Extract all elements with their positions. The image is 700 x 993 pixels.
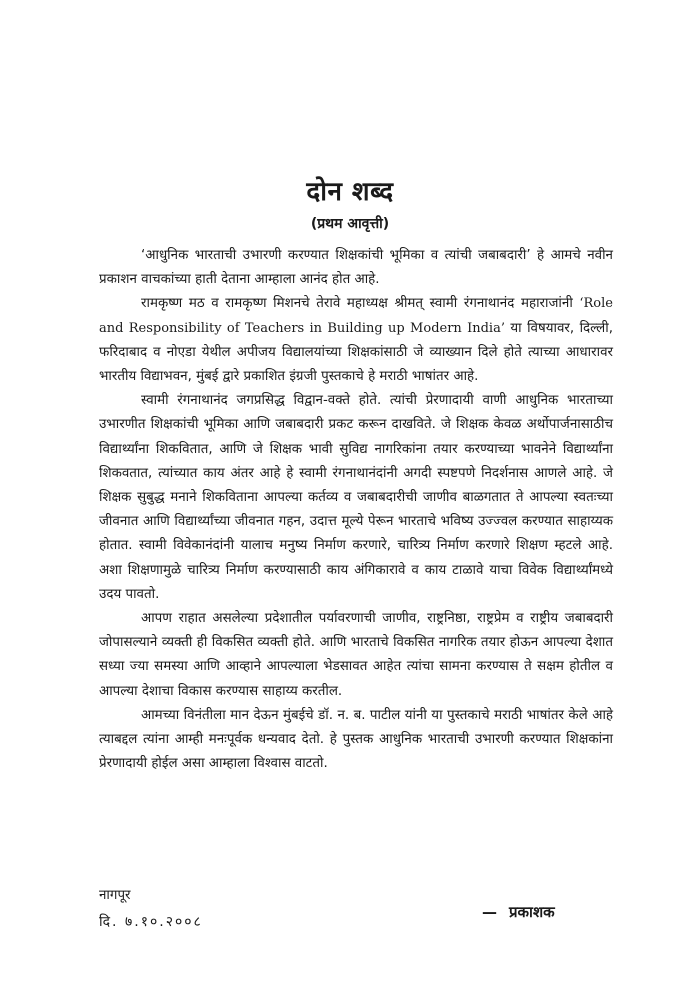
english-book-title: ‘Role and Responsibility of Teachers in Building up Modern India’	[99, 296, 613, 336]
page-title: दोन शब्द	[306, 177, 394, 207]
paragraph-origin-text-b: या विषयावर, दिल्ली, फरिदाबाद व नोएडा येथील अपीजय विद्यालयांच्या शिक्षकांसाठी जे व्याख्यान दिले होते त्याच्या आधारावर भारतीय विद्याभवन, मुंबई द्वारे प्रकाशित इंग्रजी पुस्तकाचे हे मराठी भाषांतर आहे.	[99, 320, 613, 385]
signature-dash: —	[482, 903, 497, 921]
publisher-label: प्रकाशक	[509, 903, 555, 921]
paragraph-origin	[99, 292, 613, 389]
publisher-signature	[482, 902, 555, 922]
paragraph-intro: ‘आधुनिक भारताची उभारणी करण्यात शिक्षकांची भूमिका व त्यांची जबाबदारी’ हे आमचे नवीन प्रकाशन वाचकांच्या हाती देताना आम्हाला आनंद होत आहे.	[99, 248, 613, 288]
place-text: नागपूर	[99, 888, 131, 903]
paragraph-thanks: आमच्या विनंतीला मान देऊन मुंबईचे डॉ. न. ब. पाटील यांनी या पुस्तकाचे मराठी भाषांतर केले आहे त्याबद्दल त्यांना आम्ही मनःपूर्वक धन्यवाद देतो. हे पुस्तक आधुनिक भारताची उभारणी करण्यात शिक्षकांना प्रेरणादायी होईल असा आम्हाला विश्वास वाटतो.	[99, 707, 613, 772]
paragraph-origin-text-a: रामकृष्ण मठ व रामकृष्ण मिशनचे तेरावे महाध्यक्ष श्रीमत् स्वामी रंगनाथानंद महाराजांनी	[141, 296, 580, 312]
date-text: दि. ७.१०.२००८	[99, 914, 203, 930]
paragraph-citizenship: आपण राहात असलेल्या प्रदेशातील पर्यावरणाची जाणीव, राष्ट्रनिष्ठा, राष्ट्रप्रेम व राष्ट्रीय जबाबदारी जोपासल्याने व्यक्ती ही विकसित व्यक्ती होते. आणि भारताचे विकसित नागरिक तयार होऊन आपल्या देशात सध्या ज्या समस्या आणि आव्हाने आपल्याला भेडसावत आहेत त्यांचा सामना करण्यास ते सक्षम होतील व आपल्या देशाचा विकास करण्यास साहाय्य करतील.	[99, 611, 613, 699]
edition-subtitle: (प्रथम आवृत्ती)	[310, 216, 390, 232]
preface-body	[99, 244, 613, 776]
paragraph-author: स्वामी रंगनाथानंद जगप्रसिद्ध विद्वान-वक्ते होते. त्यांची प्रेरणादायी वाणी आधुनिक भारताच्या उभारणीत शिक्षकांची भूमिका आणि जबाबदारी प्रकट करून दाखविते. जे शिक्षक केवळ अर्थोपार्जनासाठीच विद्यार्थ्यांना शिकवितात, आणि जे शिक्षक भावी सुविद्य नागरिकांना तयार करण्याच्या भावनेने विद्यार्थ्यांना शिकवतात, त्यांच्यात काय अंतर आहे हे स्वामी रंगनाथानंदांनी अगदी स्पष्टपणे निदर्शनास आणले आहे. जे शिक्षक सुबुद्ध मनाने शिकविताना आपल्या कर्तव्य व जबाबदारीची जाणीव बाळगतात ते आपल्या स्वतःच्या जीवनात आणि विद्यार्थ्यांच्या जीवनात गहन, उदात्त मूल्ये पेरून भारताचे भविष्य उज्ज्वल करण्यात साहाय्यक होतात. स्वामी विवेकानंदांनी यालाच मनुष्य निर्माण करणारे, चारित्र्य निर्माण करणारे शिक्षण म्हटले आहे. अशा शिक्षणामुळे चारित्र्य निर्माण करण्यासाठी काय अंगिकारावे व काय टाळावे याचा विवेक विद्यार्थ्यांमध्ये उदय पावतो.	[99, 393, 613, 602]
